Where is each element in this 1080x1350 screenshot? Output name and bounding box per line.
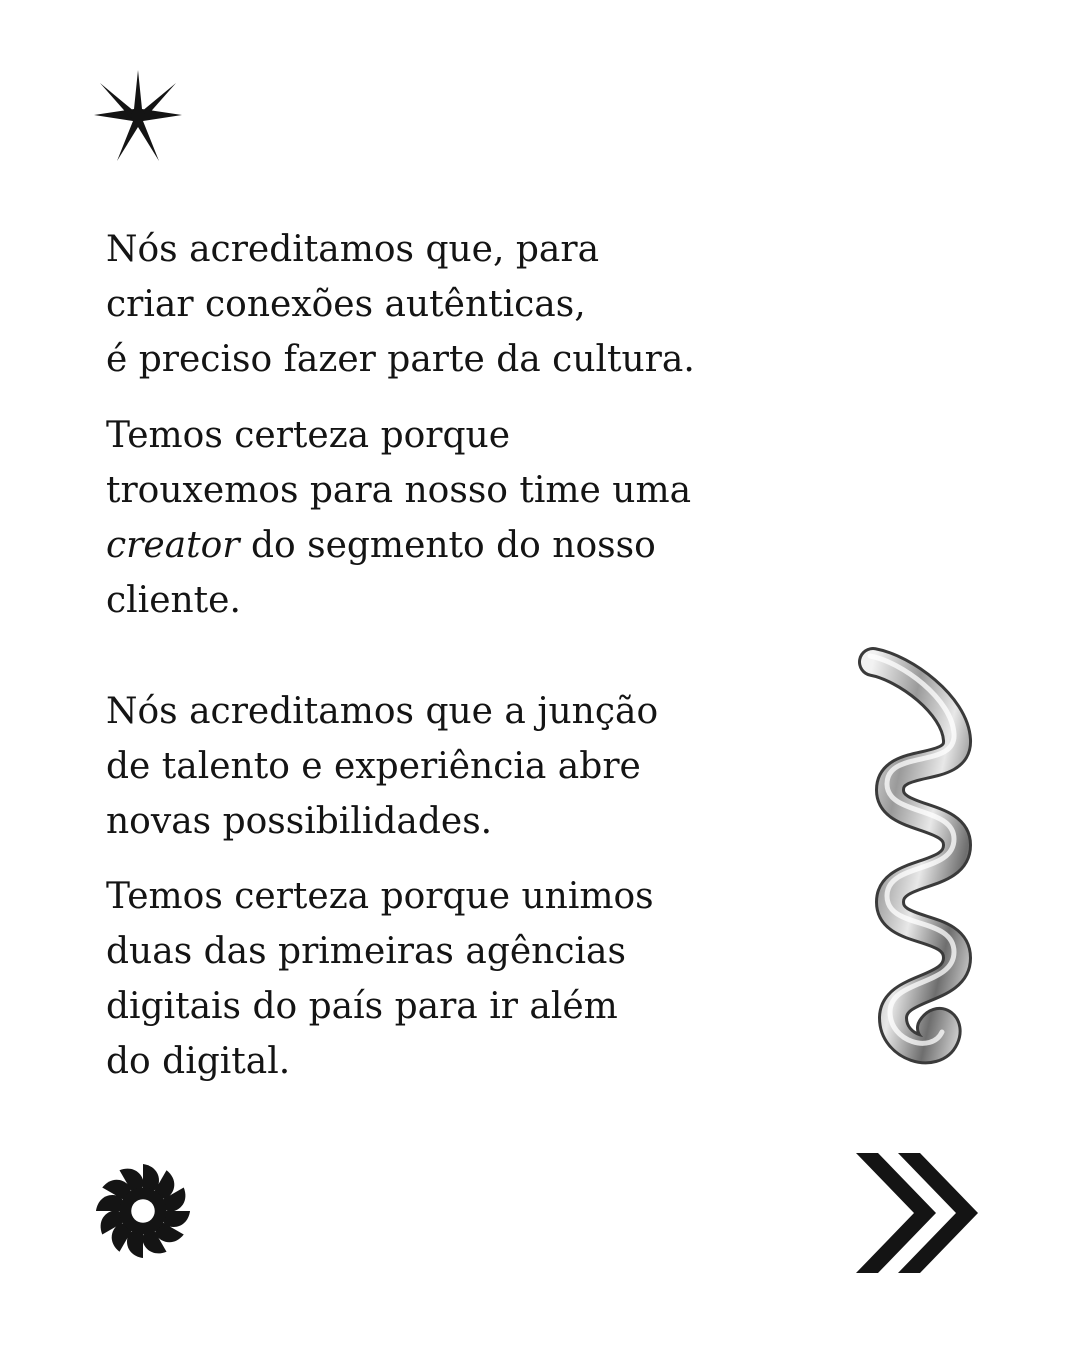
sun-swirl-icon	[94, 1162, 192, 1260]
text-line: do digital.	[106, 1041, 291, 1082]
paragraph-belief-culture	[106, 222, 806, 387]
text-line: Temos certeza porque	[106, 415, 511, 456]
text-line: criar conexões autênticas,	[106, 284, 586, 325]
text-line-mixed	[106, 518, 806, 573]
italic-word-creator: creator	[106, 525, 240, 566]
text-line: trouxemos para nosso time uma	[106, 470, 692, 511]
text-line: Temos certeza porque unimos	[106, 876, 654, 917]
text-line: de talento e experiência abre	[106, 746, 641, 787]
text-line: é preciso fazer parte da cultura.	[106, 339, 695, 380]
text-line: cliente.	[106, 580, 241, 621]
text-line: digitais do país para ir além	[106, 986, 618, 1027]
chrome-squiggle-shape	[845, 640, 995, 1080]
text-line: Nós acreditamos que, para	[106, 229, 600, 270]
paragraph-certainty-agencies	[106, 869, 806, 1089]
double-chevron-right-icon[interactable]	[856, 1153, 980, 1273]
text-line: novas possibilidades.	[106, 801, 493, 842]
text-line: Nós acreditamos que a junção	[106, 691, 659, 732]
paragraph-certainty-creator	[106, 408, 806, 628]
eight-point-star-icon	[88, 68, 188, 166]
text-line: duas das primeiras agências	[106, 931, 626, 972]
text-line-rest: do segmento do nosso	[239, 525, 656, 566]
paragraph-belief-talent	[106, 684, 806, 849]
